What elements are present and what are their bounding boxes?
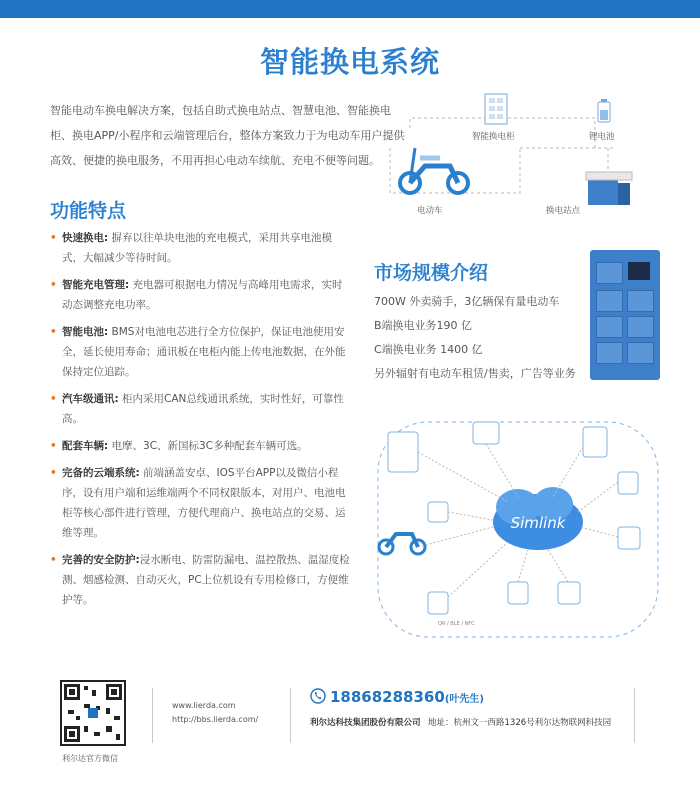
qr-pattern-icon [62, 682, 124, 744]
company-name: 利尔达科技集团股份有限公司 [310, 718, 421, 728]
wechat-qr-code [60, 680, 126, 746]
cabinet-outline-icon [485, 94, 507, 124]
market-line: C端换电业务 1400 亿 [374, 343, 483, 356]
label-lithium-battery: 锂电池 [589, 132, 615, 142]
feature-item: • 配套车辆: 电摩、3C、新国标3C多种配套车辆可选。 [50, 436, 350, 456]
label-smart-cabinet: 智能换电柜 [472, 132, 515, 142]
page-title: 智能换电系统 [259, 45, 440, 79]
feature-item: • 完备的云端系统: 前端涵盖安卓、IOS平台APP以及微信小程序，设有用户端和运维端两个不同权限版本，对用户、电池电柜等核心部件进行管理，方便代理商户、换电站点的交易、运维等理。 [50, 463, 350, 543]
contact-phone: 18868288360(叶先生) [330, 688, 484, 706]
intro-paragraph: 智能电动车换电解决方案，包括自助式换电站点、智慧电池、智能换电柜、换电APP/小程序和云端管理后台，整体方案致力于为电动车用户提供高效、便捷的换电服务，不用再担心电动车续航、充电不便等问题。 [50, 104, 405, 167]
website-link[interactable]: www.lierda.com [172, 701, 236, 710]
scooter-icon [400, 148, 468, 193]
feature-item: • 完善的安全防护:浸水断电、防雷防漏电、温控散热、温湿度检测、烟感检测、自动灭火，PC上位机设有专用检修口，方便维护等。 [50, 550, 350, 610]
features-list [50, 228, 350, 617]
features-title: 功能特点 [50, 200, 127, 222]
feature-item: • 智能充电管理: 充电器可根据电力情况与高峰用电需求，实时动态调整充电功率。 [50, 275, 350, 315]
label-station: 换电站点 [546, 206, 581, 216]
top-banner-bar [0, 0, 700, 18]
feature-item: • 汽车级通讯: 柜内采用CAN总线通讯系统，实时性好，可靠性高。 [50, 389, 350, 429]
market-line: B端换电业务190 亿 [374, 319, 473, 332]
market-line: 另外辐射有电动车租赁/售卖，广告等业务 [374, 367, 576, 380]
battery-icon [598, 99, 610, 122]
bbs-link[interactable]: http://bbs.lierda.com/ [172, 715, 259, 724]
phone-icon [310, 688, 326, 704]
cabinet-screen [628, 262, 650, 280]
ecosystem-diagram [380, 88, 670, 223]
svg-text:QR / BLE / NFC: QR / BLE / NFC [438, 621, 475, 627]
scooter-small-icon [379, 534, 425, 554]
footer-divider [152, 688, 153, 743]
battery-cabinet-image [590, 250, 660, 380]
market-line: 700W 外卖骑手，3亿辆保有量电动车 [374, 295, 560, 308]
market-title: 市场规模介绍 [374, 262, 489, 284]
station-icon [586, 172, 632, 205]
feature-item: • 智能电池: BMS对电池电芯进行全方位保护，保证电池使用安全，延长使用寿命；通讯板在电柜内能上传电池数据，在外能保持定位追踪。 [50, 322, 350, 382]
feature-item: • 快速换电: 摒弃以往单块电池的充电模式，采用共享电池模式，大幅减少等待时间。 [50, 228, 350, 268]
footer-divider [290, 688, 291, 743]
cloud-system-diagram [368, 412, 668, 642]
market-lines [374, 290, 604, 386]
cloud-icon [493, 487, 583, 550]
company-address: 地址：杭州文一西路1326号利尔达物联网科技园 [428, 718, 612, 728]
label-scooter: 电动车 [417, 206, 443, 216]
footer-divider [634, 688, 635, 743]
qr-caption: 利尔达官方微信 [62, 754, 118, 763]
svg-text:Simlink: Simlink [510, 514, 566, 532]
